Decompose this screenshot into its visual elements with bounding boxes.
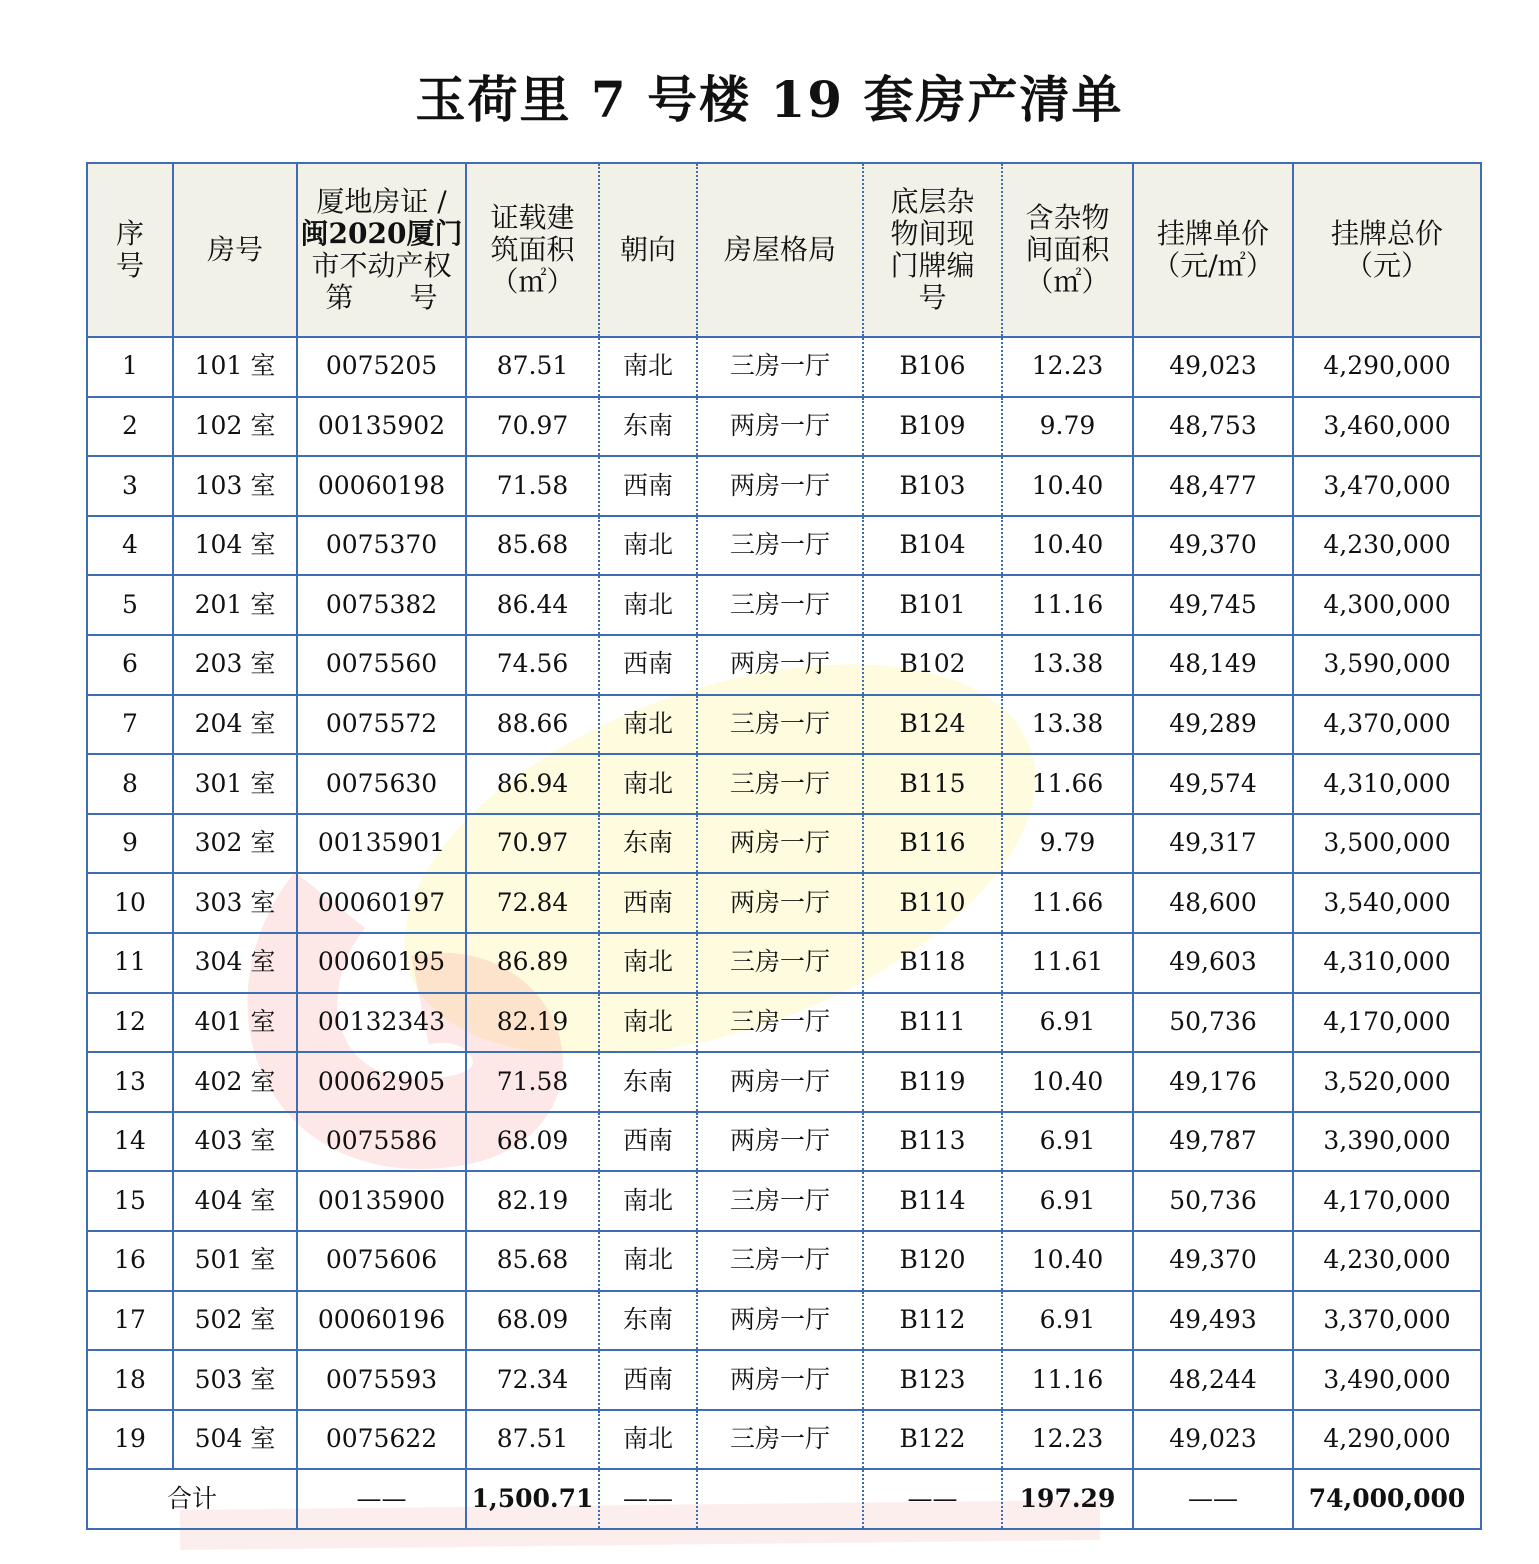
cell-storage-area: 6.91 [1002, 1171, 1133, 1231]
table-row [87, 814, 1481, 874]
cell-storage-area: 10.40 [1002, 516, 1133, 576]
cell-layout: 三房一厅 [697, 1171, 863, 1231]
header-total-price: 挂牌总价 （元） [1293, 163, 1481, 337]
cell-area: 85.68 [466, 516, 599, 576]
cell-unit-price: 49,493 [1133, 1291, 1293, 1351]
cell-storage-no: B111 [863, 993, 1002, 1053]
cell-unit-price: 49,370 [1133, 516, 1293, 576]
property-table [86, 162, 1482, 1530]
cell-cert: 0075622 [297, 1410, 466, 1470]
page-title: 玉荷里 7 号楼 19 套房产清单 [415, 70, 1124, 129]
cell-cert: 00132343 [297, 993, 466, 1053]
cell-layout: 三房一厅 [697, 337, 863, 397]
cell-storage-area: 11.61 [1002, 933, 1133, 993]
cell-storage-area: 11.16 [1002, 575, 1133, 635]
cell-seq: 10 [87, 873, 173, 933]
cell-cert: 00062905 [297, 1052, 466, 1112]
header-storage-area: 含杂物 间面积 （㎡） [1002, 163, 1133, 337]
cell-storage-no: B106 [863, 337, 1002, 397]
cell-total-price: 3,460,000 [1293, 397, 1481, 457]
cell-storage-area: 12.23 [1002, 1410, 1133, 1470]
cell-unit-price: 49,603 [1133, 933, 1293, 993]
cell-cert: 00060195 [297, 933, 466, 993]
table-row [87, 1350, 1481, 1410]
cell-cert: 0075205 [297, 337, 466, 397]
cell-layout: 三房一厅 [697, 993, 863, 1053]
cell-area: 87.51 [466, 337, 599, 397]
cell-orientation: 南北 [599, 1171, 697, 1231]
cell-cert: 0075370 [297, 516, 466, 576]
table-row [87, 1410, 1481, 1470]
total-storage-no: —— [863, 1469, 1002, 1529]
table-row [87, 754, 1481, 814]
cell-seq: 2 [87, 397, 173, 457]
cell-seq: 8 [87, 754, 173, 814]
cell-room: 401 室 [173, 993, 297, 1053]
cell-cert: 0075586 [297, 1112, 466, 1172]
header-layout: 房屋格局 [697, 163, 863, 337]
cell-area: 86.89 [466, 933, 599, 993]
cell-layout: 两房一厅 [697, 814, 863, 874]
cell-storage-area: 11.16 [1002, 1350, 1133, 1410]
cell-seq: 11 [87, 933, 173, 993]
total-area: 1,500.71 [466, 1469, 599, 1529]
total-unit-price: —— [1133, 1469, 1293, 1529]
total-cert: —— [297, 1469, 466, 1529]
cell-room: 203 室 [173, 635, 297, 695]
cell-total-price: 4,310,000 [1293, 933, 1481, 993]
cell-storage-area: 13.38 [1002, 695, 1133, 755]
cell-total-price: 4,300,000 [1293, 575, 1481, 635]
cell-orientation: 南北 [599, 575, 697, 635]
header-seq: 序 号 [87, 163, 173, 337]
cell-area: 74.56 [466, 635, 599, 695]
cell-room: 403 室 [173, 1112, 297, 1172]
cell-area: 68.09 [466, 1112, 599, 1172]
cell-storage-no: B114 [863, 1171, 1002, 1231]
cell-storage-no: B116 [863, 814, 1002, 874]
cell-layout: 两房一厅 [697, 1291, 863, 1351]
cell-area: 72.84 [466, 873, 599, 933]
cell-cert: 00135901 [297, 814, 466, 874]
cell-seq: 14 [87, 1112, 173, 1172]
cell-cert: 0075630 [297, 754, 466, 814]
cell-unit-price: 49,745 [1133, 575, 1293, 635]
table-row [87, 993, 1481, 1053]
table-row [87, 635, 1481, 695]
cell-layout: 三房一厅 [697, 695, 863, 755]
cell-total-price: 4,230,000 [1293, 1231, 1481, 1291]
table-row [87, 575, 1481, 635]
cell-room: 504 室 [173, 1410, 297, 1470]
cell-unit-price: 49,574 [1133, 754, 1293, 814]
cell-cert: 0075606 [297, 1231, 466, 1291]
cell-storage-area: 6.91 [1002, 1112, 1133, 1172]
cell-storage-area: 10.40 [1002, 1052, 1133, 1112]
cell-total-price: 3,490,000 [1293, 1350, 1481, 1410]
table-row [87, 397, 1481, 457]
cell-total-price: 3,520,000 [1293, 1052, 1481, 1112]
cell-storage-no: B110 [863, 873, 1002, 933]
cell-cert: 0075560 [297, 635, 466, 695]
cell-unit-price: 48,477 [1133, 456, 1293, 516]
cell-storage-no: B113 [863, 1112, 1002, 1172]
cell-unit-price: 48,244 [1133, 1350, 1293, 1410]
cell-unit-price: 50,736 [1133, 1171, 1293, 1231]
cell-seq: 4 [87, 516, 173, 576]
cell-orientation: 南北 [599, 1231, 697, 1291]
cell-storage-no: B104 [863, 516, 1002, 576]
cell-layout: 两房一厅 [697, 873, 863, 933]
cell-total-price: 4,310,000 [1293, 754, 1481, 814]
cell-seq: 13 [87, 1052, 173, 1112]
cell-storage-area: 6.91 [1002, 993, 1133, 1053]
header-row [87, 163, 1481, 337]
cell-total-price: 4,290,000 [1293, 337, 1481, 397]
cell-storage-area: 9.79 [1002, 814, 1133, 874]
cell-total-price: 3,500,000 [1293, 814, 1481, 874]
cell-seq: 6 [87, 635, 173, 695]
cell-room: 303 室 [173, 873, 297, 933]
table-row [87, 516, 1481, 576]
cell-storage-area: 11.66 [1002, 873, 1133, 933]
cell-total-price: 4,170,000 [1293, 993, 1481, 1053]
cell-room: 404 室 [173, 1171, 297, 1231]
cell-room: 304 室 [173, 933, 297, 993]
cell-area: 72.34 [466, 1350, 599, 1410]
cell-area: 82.19 [466, 1171, 599, 1231]
cell-room: 402 室 [173, 1052, 297, 1112]
table-row [87, 1291, 1481, 1351]
cell-layout: 两房一厅 [697, 635, 863, 695]
cell-storage-no: B122 [863, 1410, 1002, 1470]
total-storage-area: 197.29 [1002, 1469, 1133, 1529]
header-room: 房号 [173, 163, 297, 337]
cell-cert: 00060198 [297, 456, 466, 516]
cell-layout: 三房一厅 [697, 1231, 863, 1291]
cell-unit-price: 49,787 [1133, 1112, 1293, 1172]
cell-orientation: 南北 [599, 337, 697, 397]
table-row [87, 337, 1481, 397]
table-row [87, 1231, 1481, 1291]
cell-seq: 12 [87, 993, 173, 1053]
cell-room: 301 室 [173, 754, 297, 814]
cell-storage-no: B124 [863, 695, 1002, 755]
cell-orientation: 东南 [599, 1291, 697, 1351]
cell-total-price: 4,370,000 [1293, 695, 1481, 755]
cell-seq: 18 [87, 1350, 173, 1410]
cell-area: 82.19 [466, 993, 599, 1053]
cell-orientation: 西南 [599, 873, 697, 933]
cell-area: 88.66 [466, 695, 599, 755]
cell-orientation: 南北 [599, 516, 697, 576]
cell-cert: 0075382 [297, 575, 466, 635]
header-unit-price: 挂牌单价 （元/㎡） [1133, 163, 1293, 337]
cell-unit-price: 50,736 [1133, 993, 1293, 1053]
cell-seq: 5 [87, 575, 173, 635]
cell-orientation: 西南 [599, 635, 697, 695]
cell-unit-price: 49,370 [1133, 1231, 1293, 1291]
cell-seq: 17 [87, 1291, 173, 1351]
cell-storage-no: B119 [863, 1052, 1002, 1112]
cell-seq: 3 [87, 456, 173, 516]
table-row [87, 1171, 1481, 1231]
total-row [87, 1469, 1481, 1529]
cell-room: 204 室 [173, 695, 297, 755]
cell-storage-area: 11.66 [1002, 754, 1133, 814]
cell-orientation: 东南 [599, 814, 697, 874]
cell-total-price: 4,290,000 [1293, 1410, 1481, 1470]
cell-layout: 三房一厅 [697, 1410, 863, 1470]
cell-area: 70.97 [466, 397, 599, 457]
cell-layout: 两房一厅 [697, 456, 863, 516]
cell-layout: 三房一厅 [697, 754, 863, 814]
table-row [87, 933, 1481, 993]
cell-cert: 0075572 [297, 695, 466, 755]
cell-room: 102 室 [173, 397, 297, 457]
cell-orientation: 西南 [599, 456, 697, 516]
header-storage-no: 底层杂 物间现 门牌编 号 [863, 163, 1002, 337]
cell-layout: 三房一厅 [697, 933, 863, 993]
cell-area: 87.51 [466, 1410, 599, 1470]
cell-room: 104 室 [173, 516, 297, 576]
cell-total-price: 3,470,000 [1293, 456, 1481, 516]
cell-seq: 7 [87, 695, 173, 755]
cell-layout: 三房一厅 [697, 575, 863, 635]
cell-storage-no: B112 [863, 1291, 1002, 1351]
cell-layout: 两房一厅 [697, 1052, 863, 1112]
cell-room: 103 室 [173, 456, 297, 516]
cell-orientation: 东南 [599, 1052, 697, 1112]
table-row [87, 1052, 1481, 1112]
cell-seq: 16 [87, 1231, 173, 1291]
cell-storage-no: B101 [863, 575, 1002, 635]
cell-unit-price: 49,289 [1133, 695, 1293, 755]
cell-storage-area: 13.38 [1002, 635, 1133, 695]
cell-area: 86.44 [466, 575, 599, 635]
total-label: 合计 [87, 1469, 297, 1529]
cell-unit-price: 49,317 [1133, 814, 1293, 874]
cell-total-price: 3,370,000 [1293, 1291, 1481, 1351]
cell-total-price: 3,590,000 [1293, 635, 1481, 695]
cell-unit-price: 48,149 [1133, 635, 1293, 695]
table-body [87, 337, 1481, 1529]
cell-area: 85.68 [466, 1231, 599, 1291]
cell-storage-no: B102 [863, 635, 1002, 695]
header-orientation: 朝向 [599, 163, 697, 337]
cell-seq: 9 [87, 814, 173, 874]
cell-orientation: 东南 [599, 397, 697, 457]
cell-room: 501 室 [173, 1231, 297, 1291]
cell-seq: 15 [87, 1171, 173, 1231]
cell-orientation: 南北 [599, 695, 697, 755]
cell-layout: 三房一厅 [697, 516, 863, 576]
cell-total-price: 3,540,000 [1293, 873, 1481, 933]
header-area: 证载建 筑面积 （㎡） [466, 163, 599, 337]
cell-unit-price: 49,176 [1133, 1052, 1293, 1112]
cell-orientation: 南北 [599, 933, 697, 993]
cell-storage-no: B103 [863, 456, 1002, 516]
cell-orientation: 西南 [599, 1112, 697, 1172]
cell-area: 68.09 [466, 1291, 599, 1351]
cell-seq: 1 [87, 337, 173, 397]
cell-total-price: 4,230,000 [1293, 516, 1481, 576]
cell-storage-area: 10.40 [1002, 456, 1133, 516]
total-layout [697, 1469, 863, 1529]
cell-storage-area: 12.23 [1002, 337, 1133, 397]
cell-storage-no: B109 [863, 397, 1002, 457]
cell-area: 71.58 [466, 1052, 599, 1112]
table-row [87, 873, 1481, 933]
total-orientation: —— [599, 1469, 697, 1529]
cell-seq: 19 [87, 1410, 173, 1470]
total-price: 74,000,000 [1293, 1469, 1481, 1529]
cell-storage-area: 6.91 [1002, 1291, 1133, 1351]
cell-storage-area: 9.79 [1002, 397, 1133, 457]
cell-area: 71.58 [466, 456, 599, 516]
cell-cert: 00060197 [297, 873, 466, 933]
cell-orientation: 南北 [599, 993, 697, 1053]
table-row [87, 1112, 1481, 1172]
cell-unit-price: 48,600 [1133, 873, 1293, 933]
cell-unit-price: 49,023 [1133, 1410, 1293, 1470]
cell-cert: 00135900 [297, 1171, 466, 1231]
cell-storage-no: B120 [863, 1231, 1002, 1291]
cell-room: 101 室 [173, 337, 297, 397]
cell-storage-area: 10.40 [1002, 1231, 1133, 1291]
cell-room: 302 室 [173, 814, 297, 874]
cell-total-price: 4,170,000 [1293, 1171, 1481, 1231]
cell-room: 201 室 [173, 575, 297, 635]
cell-room: 503 室 [173, 1350, 297, 1410]
cell-orientation: 南北 [599, 1410, 697, 1470]
cell-storage-no: B115 [863, 754, 1002, 814]
cell-room: 502 室 [173, 1291, 297, 1351]
cell-total-price: 3,390,000 [1293, 1112, 1481, 1172]
table-row [87, 456, 1481, 516]
cell-orientation: 西南 [599, 1350, 697, 1410]
table-row [87, 695, 1481, 755]
cell-orientation: 南北 [599, 754, 697, 814]
cell-layout: 两房一厅 [697, 1350, 863, 1410]
cell-cert: 00135902 [297, 397, 466, 457]
cell-storage-no: B123 [863, 1350, 1002, 1410]
cell-unit-price: 48,753 [1133, 397, 1293, 457]
cell-area: 70.97 [466, 814, 599, 874]
cell-cert: 0075593 [297, 1350, 466, 1410]
cell-area: 86.94 [466, 754, 599, 814]
header-cert: 厦地房证 / 闽2020厦门 市不动产权 第 号 [297, 163, 466, 337]
cell-layout: 两房一厅 [697, 397, 863, 457]
cell-storage-no: B118 [863, 933, 1002, 993]
cell-unit-price: 49,023 [1133, 337, 1293, 397]
cell-cert: 00060196 [297, 1291, 466, 1351]
cell-layout: 两房一厅 [697, 1112, 863, 1172]
